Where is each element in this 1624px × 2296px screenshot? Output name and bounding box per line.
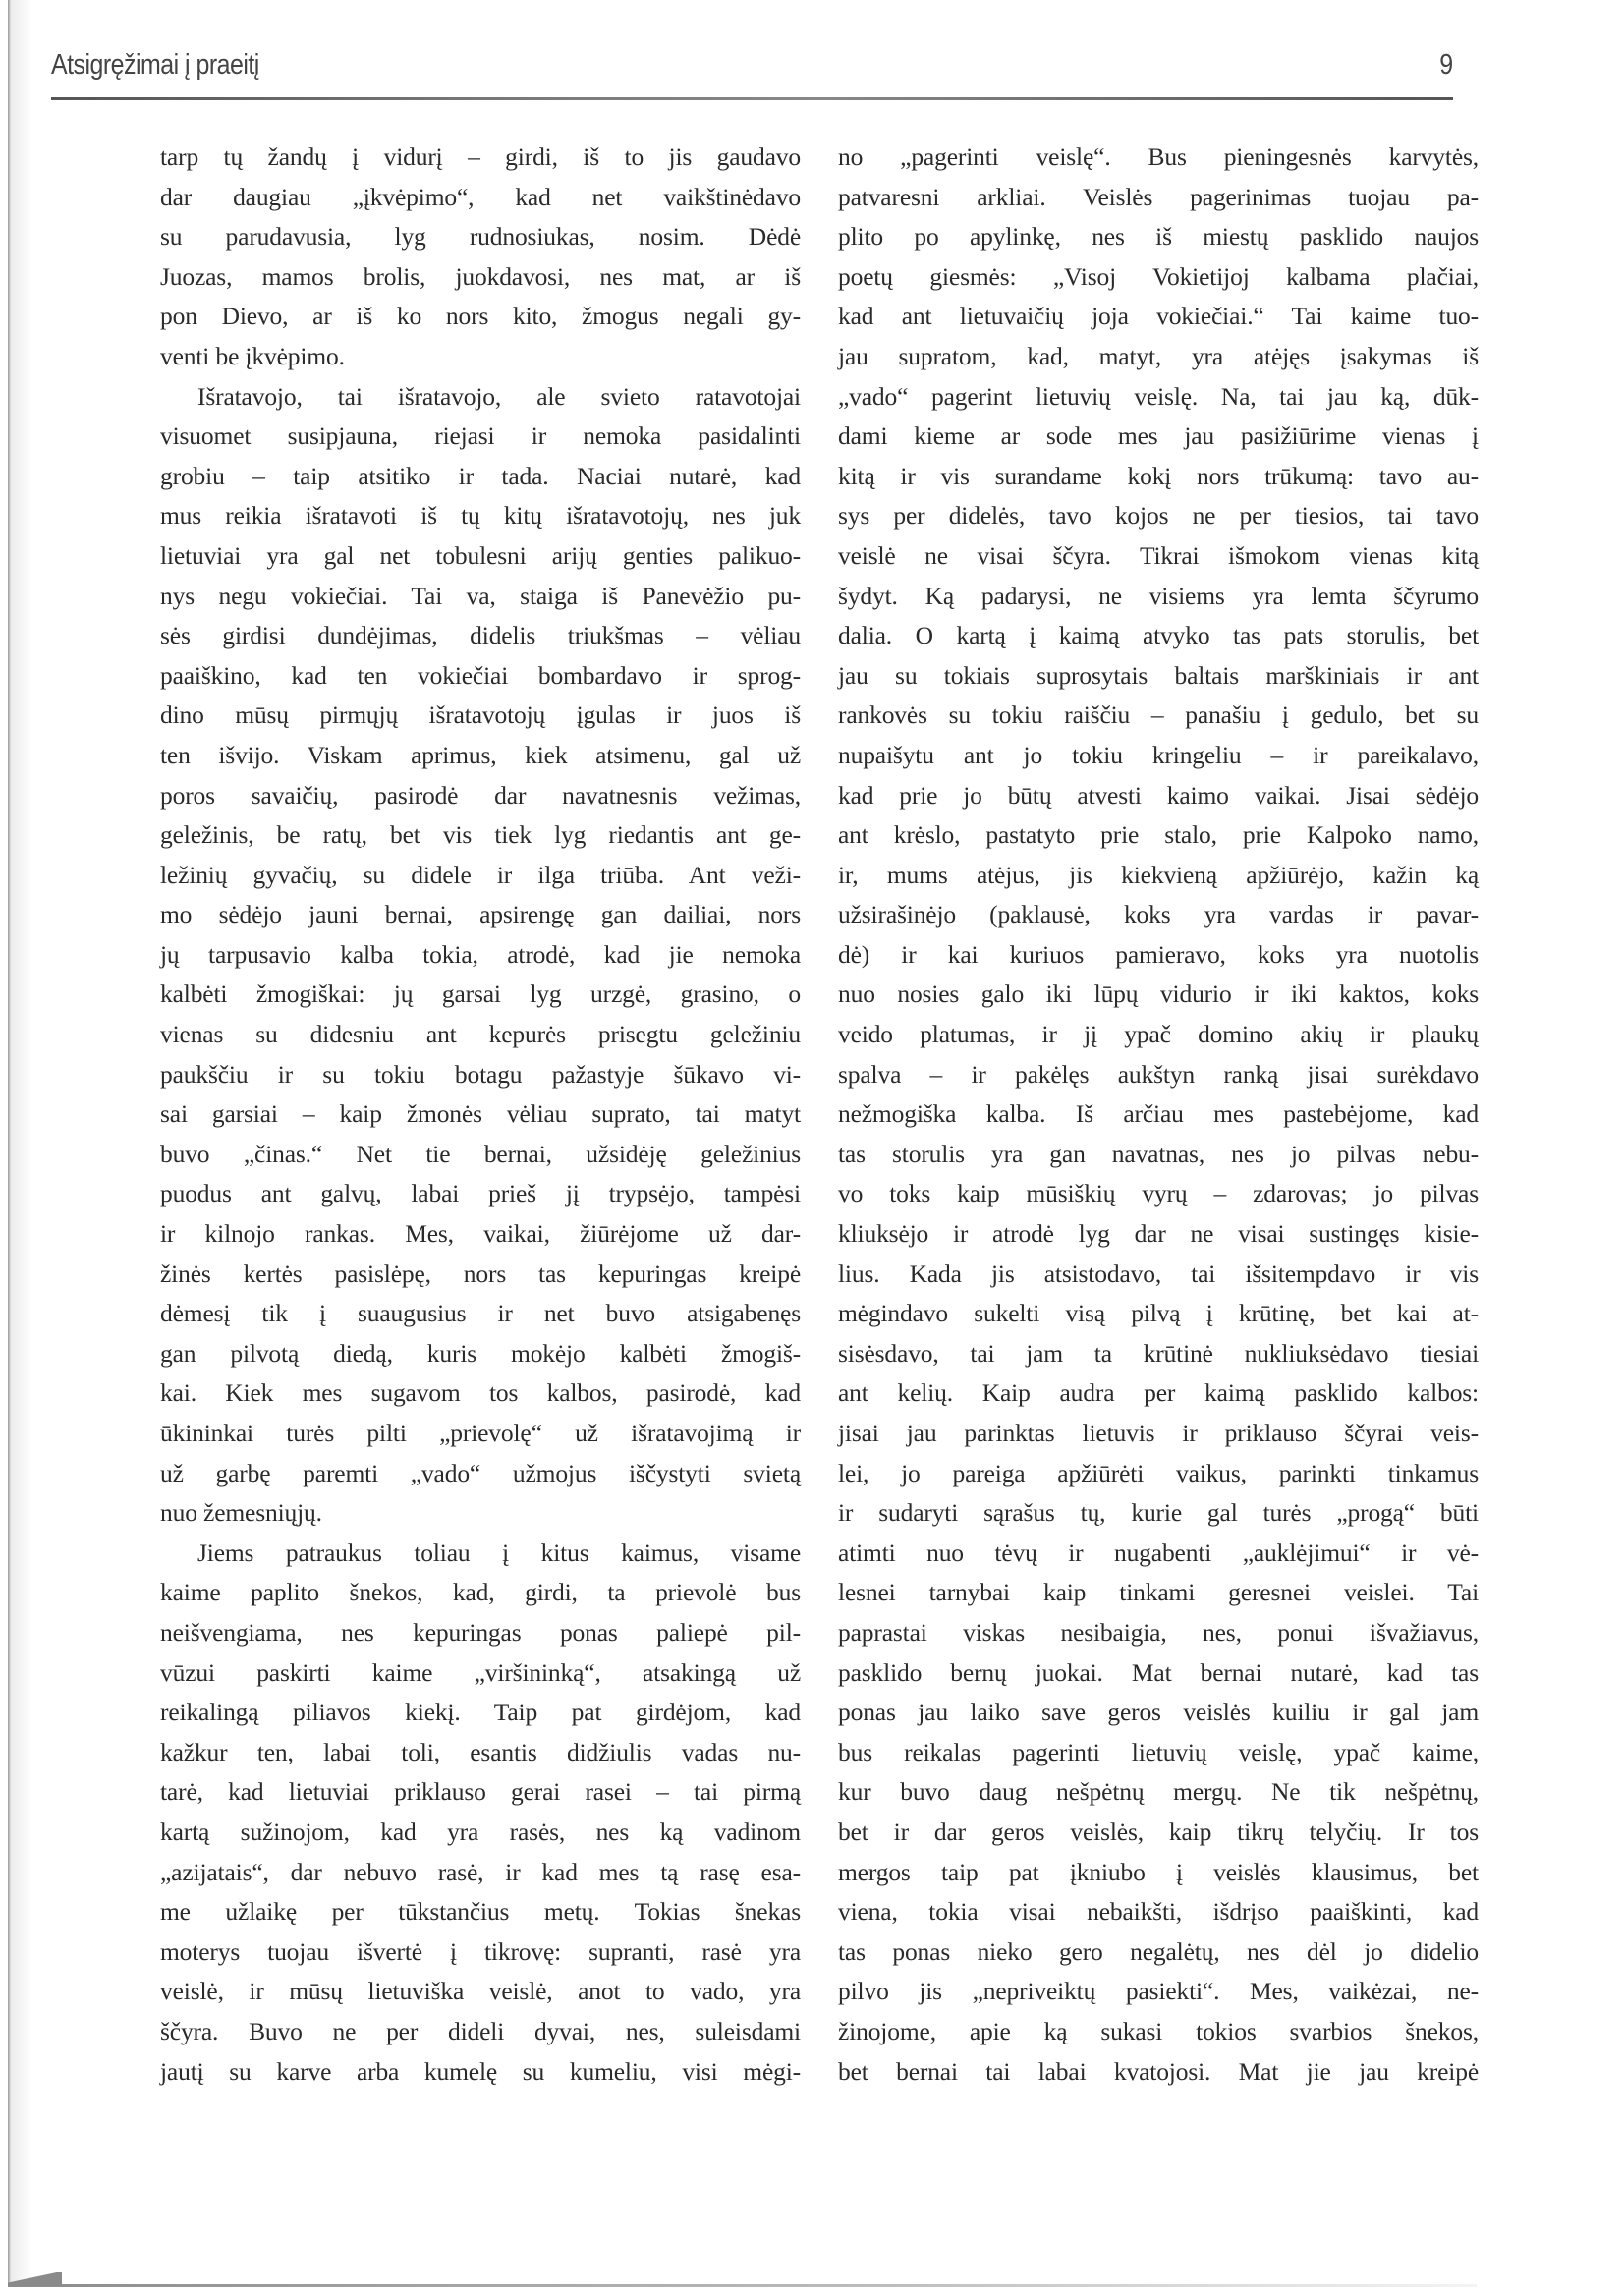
- text-line: venti be įkvėpimo.: [160, 341, 345, 370]
- text-line: jisai jau parinktas lietuvis ir priklauso ščyrai veis-: [838, 1419, 1479, 1447]
- text-line: poros savaičių, pasirodė dar navatnesnis vežimas,: [160, 780, 801, 810]
- text-line: plito po apylinkę, nes iš miestų pasklido naujos: [838, 222, 1479, 252]
- running-header: [51, 37, 1453, 98]
- text-line: viena, tokia visai nebaikšti, išdrįso paaiškinti, kad: [838, 1897, 1479, 1927]
- text-line: spalva – ir pakėlęs aukštyn ranką jisai surėkdavo: [838, 1059, 1479, 1089]
- text-line: poetų giesmės: „Visoj Vokietijoj kalbama plačiai,: [838, 261, 1479, 291]
- text-line: kaime paplito šnekos, kad, girdi, ta prievolė bus: [160, 1578, 801, 1607]
- text-line: dėmesį tik į suaugusius ir net buvo atsigabenęs: [160, 1299, 801, 1328]
- text-line: paaiškino, kad ten vokiečiai bombardavo ir sprog-: [160, 660, 801, 690]
- text-line: veislė ne visai ščyra. Tikrai išmokom vienas kitą: [838, 540, 1479, 570]
- text-line: sai garsiai – kaip žmonės vėliau suprato, tai matyt: [160, 1099, 801, 1129]
- text-line: mo sėdėjo jauni bernai, apsirengę gan dailiai, nors: [160, 900, 801, 929]
- text-line: dalia. O kartą į kaimą atvyko tas pats storulis, bet: [838, 621, 1479, 650]
- text-line: nys negu vokiečiai. Tai va, staiga iš Panevėžio pu-: [160, 581, 801, 610]
- text-line: bet bernai tai labai kvatojosi. Mat jie jau kreipė: [838, 2056, 1479, 2086]
- text-line: dami kieme ar sode mes jau pasižiūrime vienas į: [838, 421, 1479, 451]
- text-line: pon Dievo, ar iš ko nors kito, žmogus negali gy-: [160, 302, 801, 331]
- text-line: ležinių gyvačių, su didele ir ilga triūba. Ant veži-: [160, 860, 801, 889]
- text-line: tas storulis yra gan navatnas, nes jo pilvas nebu-: [838, 1139, 1479, 1168]
- text-line: žinojome, apie ką sukasi tokios svarbios šnekos,: [838, 2016, 1479, 2045]
- left-text-column: [160, 138, 801, 2092]
- text-line: Jiems patraukus toliau į kitus kaimus, visame: [197, 1538, 801, 1567]
- text-line: lietuviai yra gal net tobulesni arijų genties palikuo-: [160, 540, 801, 570]
- text-line: ūkininkai turės pilti „prievolę“ už išratavojimą ir: [160, 1419, 801, 1447]
- text-line: no „pagerinti veislę“. Bus pieningesnės karvytės,: [838, 142, 1479, 171]
- right-text-column: [838, 138, 1479, 2092]
- text-line: Išratavojo, tai išratavojo, ale svieto ratavotojai: [197, 381, 801, 411]
- text-line: žinės kertės pasislėpę, nors tas kepuringas kreipė: [160, 1259, 801, 1288]
- text-line: dė) ir kai kuriuos pamieravo, koks yra nuotolis: [838, 939, 1479, 969]
- text-line: visuomet susipjauna, riejasi ir nemoka pasidalinti: [160, 421, 801, 451]
- text-line: su parudavusia, lyg rudnosiukas, nosim. Dėdė: [160, 222, 801, 252]
- text-line: dino mūsų pirmųjų išratavotojų įgulas ir juos iš: [160, 700, 801, 730]
- text-line: nuo nosies galo iki lūpų vidurio ir iki kaktos, koks: [838, 980, 1479, 1009]
- text-line: moterys tuojau išvertė į tikrovę: supranti, rasė yra: [160, 1936, 801, 1966]
- text-line: sys per didelės, tavo kojos ne per tiesios, tai tavo: [838, 501, 1479, 531]
- text-line: puodus ant galvų, labai prieš jį trypsėjo, tampėsi: [160, 1179, 801, 1208]
- text-line: ir sudaryti sąrašus tų, kurie gal turės „progą“ būti: [838, 1498, 1479, 1528]
- text-line: ant krėslo, pastatyto prie stalo, prie Kalpoko namo,: [838, 820, 1479, 850]
- page-number: 9: [1439, 49, 1453, 81]
- running-title: Atsigręžimai į praeitį: [51, 49, 259, 81]
- text-line: ten išvijo. Viskam aprimus, kiek atsimenu, gal už: [160, 740, 801, 769]
- text-line: geležinis, be ratų, bet vis tiek lyg riedantis ant ge-: [160, 820, 801, 850]
- text-line: kažkur ten, labai toli, esantis didžiulis vadas nu-: [160, 1737, 801, 1766]
- text-line: jautį su karve arba kumelę su kumeliu, visi mėgi-: [160, 2056, 801, 2086]
- text-line: kalbėti žmogiškai: jų garsai lyg urzgė, grasino, o: [160, 980, 801, 1009]
- text-line: bus reikalas pagerinti lietuvių veislę, ypač kaime,: [838, 1737, 1479, 1766]
- text-line: paprastai viskas nesibaigia, nes, ponui išvažiavus,: [838, 1617, 1479, 1647]
- text-line: kad prie jo būtų atvesti kaimo vaikai. Jisai sėdėjo: [838, 780, 1479, 810]
- text-line: lius. Kada jis atsistodavo, tai išsitempdavo ir vis: [838, 1259, 1479, 1288]
- text-line: atimti nuo tėvų ir nugabenti „auklėjimui“ ir vė-: [838, 1538, 1479, 1567]
- text-line: veido platumas, ir jį ypač domino akių ir plaukų: [838, 1020, 1479, 1049]
- text-line: mergos taip pat įkniubo į veislės klausimus, bet: [838, 1857, 1479, 1886]
- text-line: tarė, kad lietuviai priklauso gerai rasei – tai pirmą: [160, 1777, 801, 1807]
- text-line: kai. Kiek mes sugavom tos kalbos, pasirodė, kad: [160, 1378, 801, 1408]
- text-line: bet ir dar geros veislės, kaip tikrų telyčių. Ir tos: [838, 1817, 1479, 1846]
- page-edge-bottom: [8, 2284, 1477, 2287]
- text-line: rankovės su tokiu raiščiu – panašiu į gedulo, bet su: [838, 700, 1479, 730]
- text-line: Juozas, mamos brolis, juokdavosi, nes mat, ar iš: [160, 261, 801, 291]
- text-line: paukščiu ir su tokiu botagu pažastyje šūkavo vi-: [160, 1059, 801, 1089]
- text-line: jau supratom, kad, matyt, yra atėjęs įsakymas iš: [838, 341, 1479, 370]
- text-line: kitą ir vis surandame kokį nors trūkumą: tavo au-: [838, 461, 1479, 490]
- text-line: „vado“ pagerint lietuvių veislę. Na, tai jau ką, dūk-: [838, 381, 1479, 411]
- text-line: „azijatais“, dar nebuvo rasė, ir kad mes tą rasę esa-: [160, 1857, 801, 1886]
- text-line: nupaišytu ant jo tokiu kringeliu – ir pareikalavo,: [838, 740, 1479, 769]
- text-line: neišvengiama, nes kepuringas ponas paliepė pil-: [160, 1617, 801, 1647]
- text-line: kliuksėjo ir atrodė lyg dar ne visai sustingęs kisie-: [838, 1219, 1479, 1249]
- text-line: ir, mums atėjus, jis kiekvieną apžiūrėjo, kažin ką: [838, 860, 1479, 889]
- text-line: veislė, ir mūsų lietuviška veislė, anot to vado, yra: [160, 1977, 801, 2006]
- text-line: kartą sužinojom, kad yra rasės, nes ką vadinom: [160, 1817, 801, 1846]
- text-line: mus reikia išratavoti iš tų kitų išratavotojų, nes juk: [160, 501, 801, 531]
- text-line: vienas su didesniu ant kepurės prisegtu geležiniu: [160, 1020, 801, 1049]
- header-rule: [51, 97, 1453, 100]
- text-line: lei, jo pareiga apžiūrėti vaikus, parinkti tinkamus: [838, 1458, 1479, 1487]
- text-line: nuo žemesniųjų.: [160, 1498, 322, 1528]
- page-gutter-shadow: [11, 0, 32, 2284]
- page-corner-shadow: [8, 2272, 62, 2286]
- text-line: tas ponas nieko gero negalėtų, nes dėl jo didelio: [838, 1936, 1479, 1966]
- text-line: vo toks kaip mūsiškių vyrų – zdarovas; jo pilvas: [838, 1179, 1479, 1208]
- text-line: už garbę paremti „vado“ užmojus iščystyti svietą: [160, 1458, 801, 1487]
- text-line: jau su tokiais suprosytais baltais marškiniais ir ant: [838, 660, 1479, 690]
- text-line: buvo „činas.“ Net tie bernai, užsidėję geležinius: [160, 1139, 801, 1168]
- text-line: ir kilnojo rankas. Mes, vaikai, žiūrėjome už dar-: [160, 1219, 801, 1249]
- text-line: gan pilvotą diedą, kuris mokėjo kalbėti žmogiš-: [160, 1338, 801, 1368]
- text-line: patvaresni arkliai. Veislės pagerinimas tuojau pa-: [838, 182, 1479, 211]
- text-line: lesnei tarnybai kaip tinkami geresnei veislei. Tai: [838, 1578, 1479, 1607]
- text-line: ant kelių. Kaip audra per kaimą pasklido kalbos:: [838, 1378, 1479, 1408]
- text-line: vūzui paskirti kaime „viršininką“, atsakingą už: [160, 1657, 801, 1687]
- text-line: reikalingą piliavos kiekį. Taip pat girdėjom, kad: [160, 1698, 801, 1727]
- text-line: pasklido bernų juokai. Mat bernai nutarė, kad tas: [838, 1657, 1479, 1687]
- text-line: nežmogiška kalba. Iš arčiau mes pastebėjome, kad: [838, 1099, 1479, 1129]
- text-line: jų tarpusavio kalba tokia, atrodė, kad jie nemoka: [160, 939, 801, 969]
- text-line: sės girdisi dundėjimas, didelis triukšmas – vėliau: [160, 621, 801, 650]
- text-line: kur buvo daug nešpėtnų mergų. Ne tik nešpėtnų,: [838, 1777, 1479, 1807]
- text-line: kad ant lietuvaičių joja vokiečiai.“ Tai kaime tuo-: [838, 302, 1479, 331]
- text-line: mėgindavo sukelti visą pilvą į krūtinę, bet kai at-: [838, 1299, 1479, 1328]
- text-line: ponas jau laiko save geros veislės kuiliu ir gal jam: [838, 1698, 1479, 1727]
- text-line: grobiu – taip atsitiko ir tada. Naciai nutarė, kad: [160, 461, 801, 490]
- text-line: ščyra. Buvo ne per dideli dyvai, nes, suleisdami: [160, 2016, 801, 2045]
- text-line: sisėsdavo, tai jam ta krūtinė nukliuksėdavo tiesiai: [838, 1338, 1479, 1368]
- text-line: me užlaikę per tūkstančius metų. Tokias šnekas: [160, 1897, 801, 1927]
- text-line: užsirašinėjo (paklausė, koks yra vardas ir pavar-: [838, 900, 1479, 929]
- text-line: dar daugiau „įkvėpimo“, kad net vaikštinėdavo: [160, 182, 801, 211]
- text-line: tarp tų žandų į vidurį – girdi, iš to jis gaudavo: [160, 142, 801, 171]
- text-line: šydyt. Ką padarysi, ne visiems yra lemta ščyrumo: [838, 581, 1479, 610]
- text-line: pilvo jis „nepriveiktų pasiekti“. Mes, vaikėzai, ne-: [838, 1977, 1479, 2006]
